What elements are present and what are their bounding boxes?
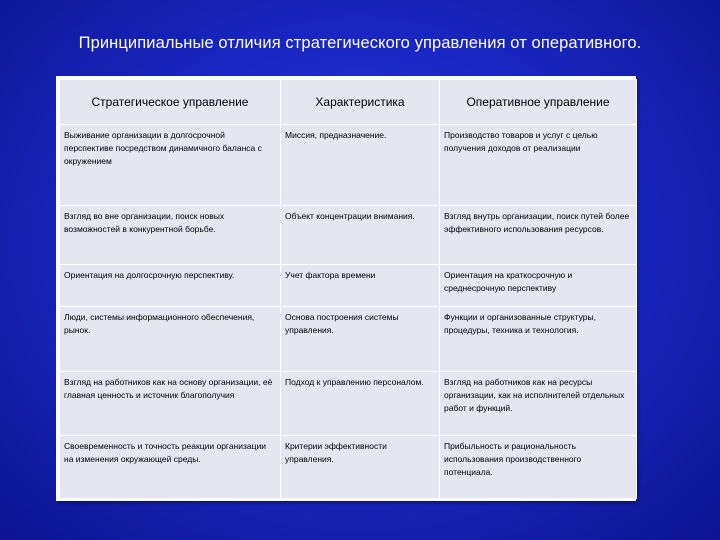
cell-strategic: Взгляд во вне организации, поиск новых возможностей в конкурентной борьбе. [60, 206, 280, 264]
cell-characteristic: Критерии эффективности управления. [281, 436, 439, 498]
cell-operational: Прибыльность и рациональность использования производственного потенциала. [440, 436, 636, 498]
table-header-row [60, 80, 636, 124]
cell-characteristic: Объект концентрации внимания. [281, 206, 439, 264]
comparison-table-frame [56, 76, 636, 501]
cell-characteristic: Подход к управлению персоналом. [281, 372, 439, 435]
cell-operational: Ориентация на краткосрочную и среднесрочную перспективу [440, 265, 636, 306]
cell-characteristic: Миссия, предназначение. [281, 125, 439, 205]
cell-characteristic: Основа построения системы управления. [281, 307, 439, 371]
header-characteristic: Характеристика [281, 80, 439, 124]
cell-operational: Функции и организованные структуры, процедуры, техника и технология. [440, 307, 636, 371]
comparison-table [59, 79, 637, 499]
cell-strategic: Люди, системы информационного обеспечения, рынок. [60, 307, 280, 371]
table-row [60, 125, 636, 205]
cell-strategic: Взгляд на работников как на основу организации, её главная ценность и источник благополучия [60, 372, 280, 435]
slide-title: Принципиальные отличия стратегического управления от оперативного. [78, 34, 642, 52]
cell-strategic: Выживание организации в долгосрочной перспективе посредством динамичного баланса с окружением [60, 125, 280, 205]
table-row [60, 436, 636, 498]
table-row [60, 206, 636, 264]
table-row [60, 307, 636, 371]
header-operational: Оперативное управление [440, 80, 636, 124]
cell-operational: Взгляд на работников как на ресурсы организации, как на исполнителей отдельных работ и функций. [440, 372, 636, 435]
table-row [60, 372, 636, 435]
cell-operational: Производство товаров и услуг с целью получения доходов от реализации [440, 125, 636, 205]
cell-operational: Взгляд внутрь организации, поиск путей более эффективного использования ресурсов. [440, 206, 636, 264]
cell-strategic: Ориентация на долгосрочную перспективу. [60, 265, 280, 306]
cell-characteristic: Учет фактора времени [281, 265, 439, 306]
header-strategic: Стратегическое управление [60, 80, 280, 124]
cell-strategic: Своевременность и точность реакции организации на изменения окружающей среды. [60, 436, 280, 498]
table-row [60, 265, 636, 306]
